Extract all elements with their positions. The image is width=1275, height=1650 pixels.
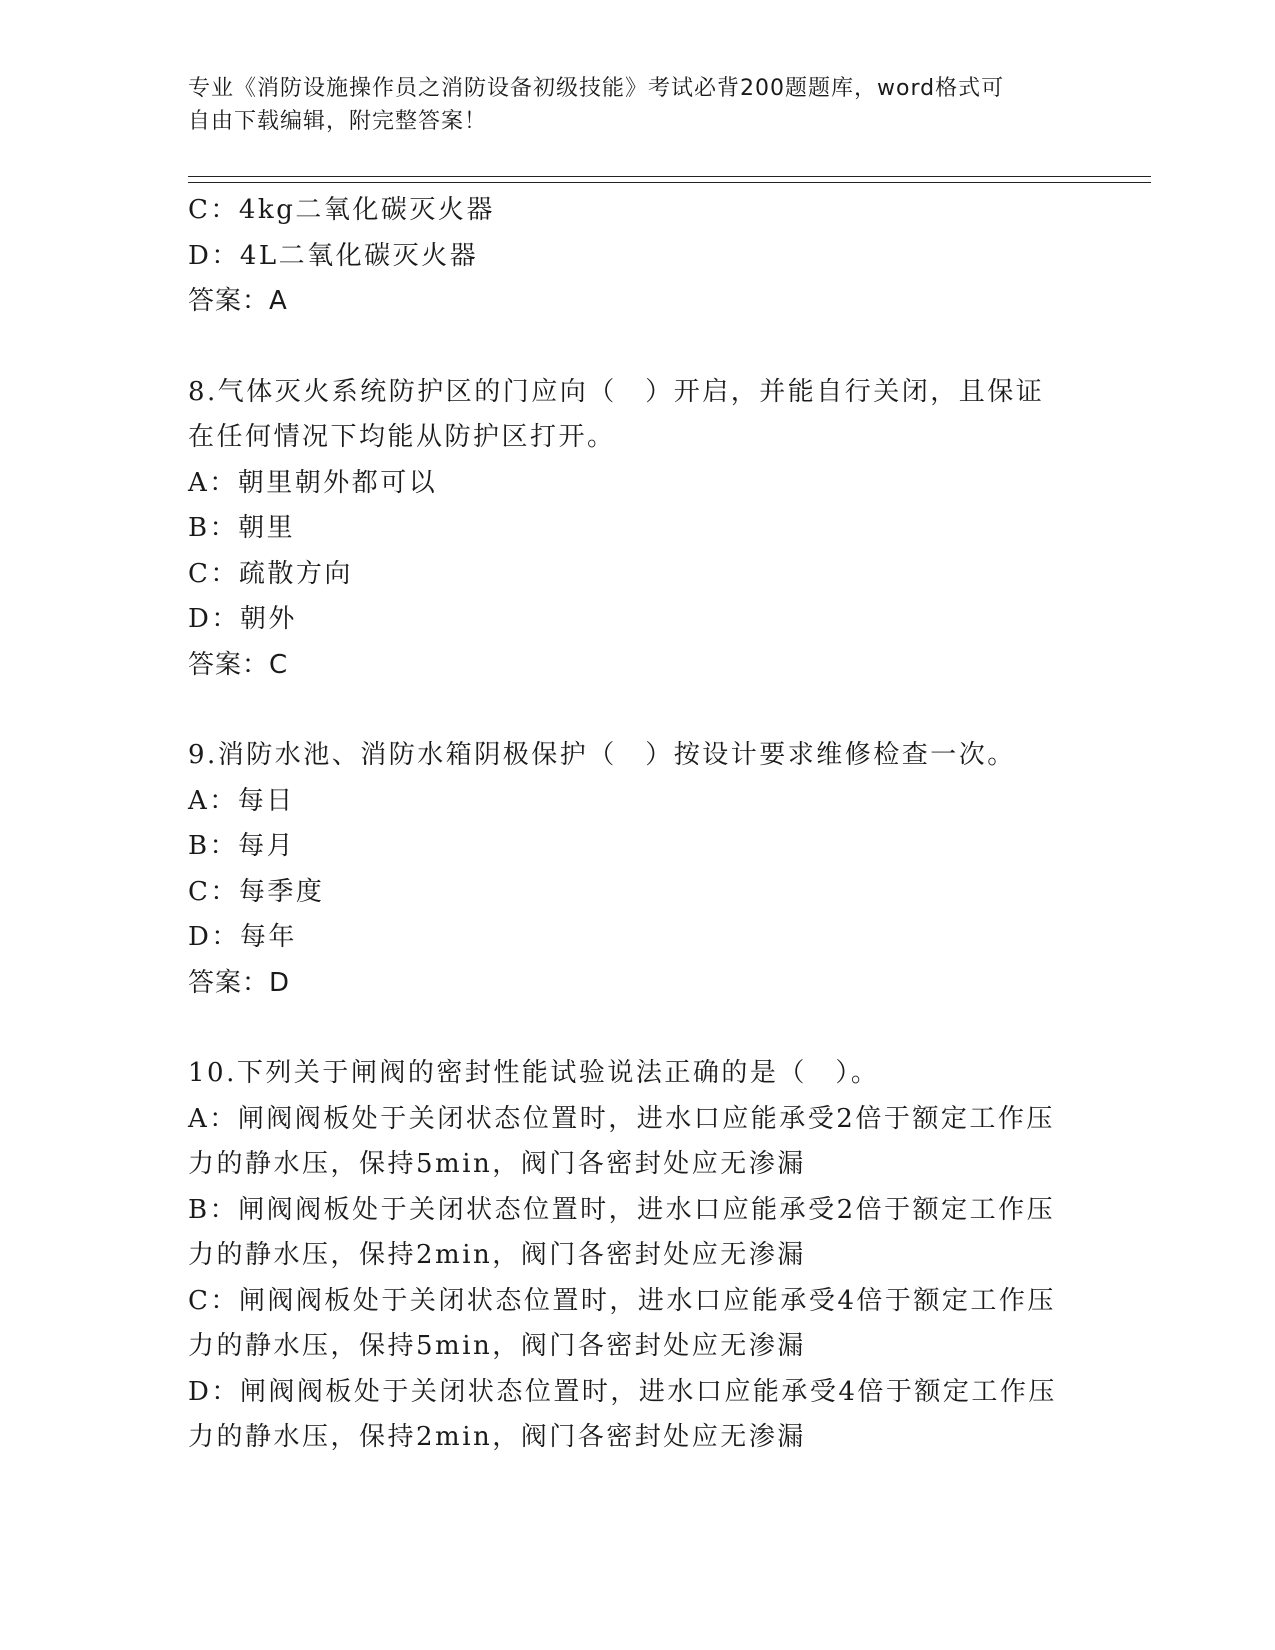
- option-c-line-1: C：闸阀阀板处于关闭状态位置时，进水口应能承受4倍于额定工作压: [188, 1285, 1056, 1316]
- option-b-line-1: B：闸阀阀板处于关闭状态位置时，进水口应能承受2倍于额定工作压: [188, 1194, 1056, 1225]
- option-c: C：每季度: [188, 876, 325, 907]
- question-block-9: [188, 733, 1088, 1006]
- answer-line: 答案：D: [188, 967, 291, 998]
- answer-line: 答案：A: [188, 286, 288, 316]
- question-text-line-1: 9.消防水池、消防水箱阴极保护（ ）按设计要求维修检查一次。: [188, 740, 1016, 770]
- option-d: D：朝外: [188, 604, 297, 634]
- option-b: B：每月: [188, 831, 296, 861]
- header-line-2: 自由下载编辑，附完整答案！: [188, 109, 488, 134]
- option-d-line-2: 力的静水压，保持2min，阀门各密封处应无渗漏: [188, 1422, 806, 1452]
- document-body: [188, 188, 1088, 1461]
- option-d: D：4L二氧化碳灭火器: [188, 240, 479, 271]
- option-c: C：疏散方向: [188, 558, 353, 589]
- option-a-line-2: 力的静水压，保持5min，阀门各密封处应无渗漏: [188, 1149, 806, 1179]
- question-text-line-1: 8.气体灭火系统防护区的门应向（ ）开启，并能自行关闭，且保证: [188, 376, 1045, 407]
- header-divider-bottom: [188, 182, 1151, 183]
- spacer: [188, 688, 1088, 733]
- option-c-line-2: 力的静水压，保持5min，阀门各密封处应无渗漏: [188, 1331, 806, 1361]
- question-text-line-2: 在任何情况下均能从防护区打开。: [188, 422, 616, 452]
- header-divider-top: [188, 176, 1151, 177]
- answer-line: 答案：C: [188, 649, 289, 680]
- option-d: D：每年: [188, 922, 297, 952]
- option-b-line-2: 力的静水压，保持2min，阀门各密封处应无渗漏: [188, 1240, 806, 1270]
- question-text-line-1: 10.下列关于闸阀的密封性能试验说法正确的是（ ）。: [188, 1058, 880, 1088]
- option-a: A：每日: [188, 785, 295, 816]
- option-b: B：朝里: [188, 513, 296, 543]
- question-block-10: [188, 1051, 1088, 1461]
- spacer: [188, 1006, 1088, 1051]
- spacer: [188, 325, 1088, 370]
- option-a: A：朝里朝外都可以: [188, 467, 438, 498]
- question-block-8: [188, 370, 1088, 689]
- header-line-1: 专业《消防设施操作员之消防设备初级技能》考试必背200题题库，word格式可: [188, 76, 1005, 101]
- question-block-7: [188, 188, 1088, 325]
- option-c: C：4kg二氧化碳灭火器: [188, 195, 495, 225]
- option-d-line-1: D：闸阀阀板处于关闭状态位置时，进水口应能承受4倍于额定工作压: [188, 1376, 1057, 1407]
- document-header: [188, 72, 1068, 138]
- option-a-line-1: A：闸阀阀板处于关闭状态位置时，进水口应能承受2倍于额定工作压: [188, 1103, 1055, 1134]
